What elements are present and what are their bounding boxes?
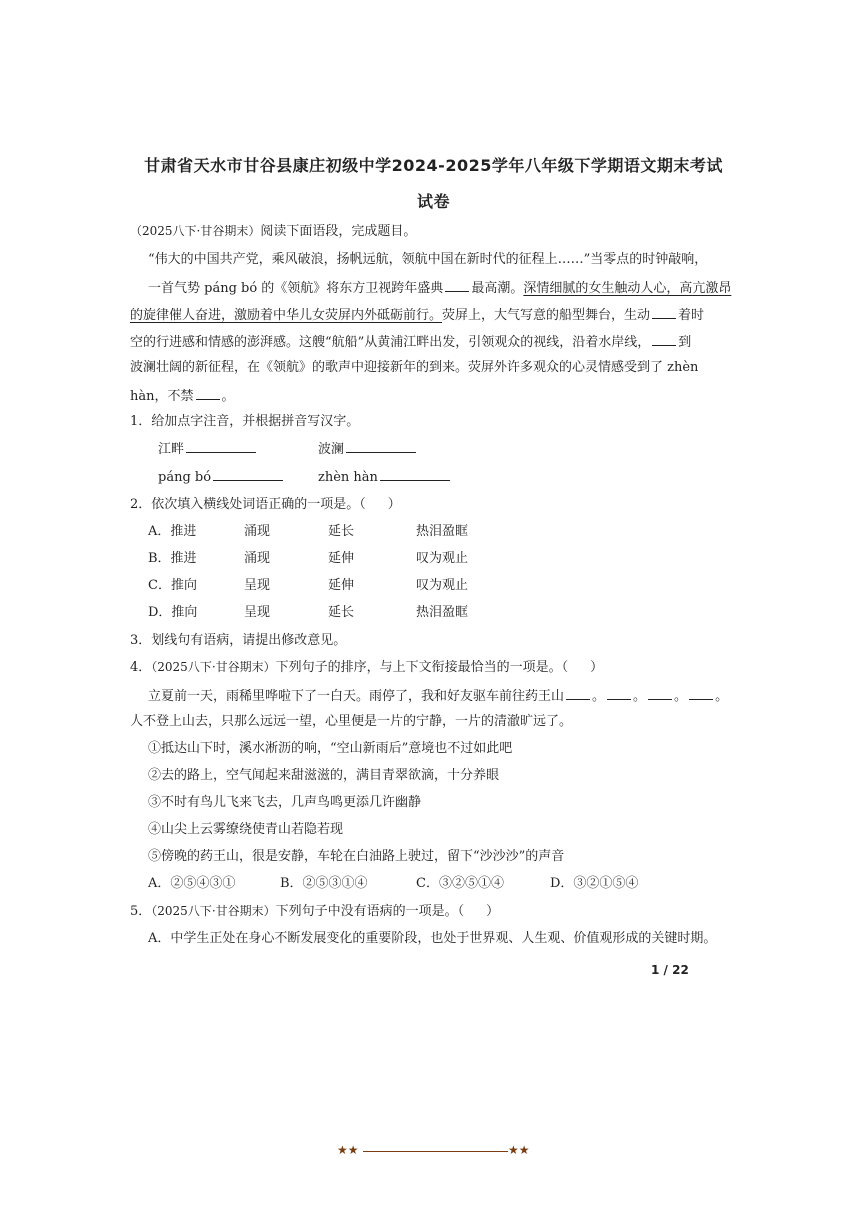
passage-line: 空的行进感和情感的澎湃感。这艘“航船”从黄浦江畔出发，引领观众的视线，沿着水岸线， 到: [130, 335, 692, 350]
page-number: 1 / 22: [651, 963, 689, 977]
underlined-sentence: 的旋律催人奋进，激励着中华儿女荧屏内外砥砺前行。: [130, 308, 443, 323]
footer-rule: [363, 1151, 508, 1152]
exam-title: 甘肃省天水市甘谷县康庄初级中学2024-2025学年八年级下学期语文期末考试: [144, 156, 723, 175]
question-4-options: [148, 877, 638, 890]
question-4-stem: 4．（2025八下·甘谷期末）下列句子的排序，与上下文衔接最恰当的一项是。（ ）: [130, 660, 604, 675]
star-icon: ★★: [337, 1143, 359, 1157]
question-source: （2025八下·甘谷期末）: [151, 904, 276, 918]
question-2-stem: 2．依次填入横线处词语正确的一项是。（ ）: [130, 497, 401, 512]
footer-ornament: [337, 1143, 532, 1161]
question-4-option-d[interactable]: D．③②①⑤④: [550, 876, 639, 891]
fill-blank[interactable]: [607, 688, 631, 700]
fill-blank[interactable]: [648, 688, 672, 700]
reading-intro: [130, 225, 416, 238]
fill-blank[interactable]: [196, 388, 220, 400]
question-4-paragraph: 立夏前一天，雨稀里哗啦下了一白天。雨停了，我和好友驱车前往药王山 。 。 。 。: [148, 689, 729, 704]
reading-instruction: 阅读下面语段，完成题目。: [260, 224, 417, 239]
question-4-option-b[interactable]: B．②⑤③①④: [280, 876, 368, 891]
answer-blank[interactable]: [213, 469, 283, 481]
passage-line: “伟大的中国共产党，乘风破浪，扬帆远航，领航中国在新时代的征程上……”当零点的时钟敲响，: [148, 252, 708, 267]
fill-blank[interactable]: [689, 688, 713, 700]
fill-blank[interactable]: [652, 307, 676, 319]
sentence-3: ③不时有鸟儿飞来飞去，几声鸟鸣更添几许幽静: [148, 795, 422, 810]
sentence-2: ②去的路上，空气闻起来甜滋滋的，满目青翠欲滴，十分养眼: [148, 768, 500, 783]
question-4-paragraph: 人不登上山去，只那么远远一望，心里便是一片的宁静，一片的清澈旷远了。: [130, 714, 573, 729]
question-source: （2025八下·甘谷期末）: [151, 660, 276, 674]
sentence-5: ⑤傍晚的药王山，很是安静，车轮在白油路上驶过，留下“沙沙沙”的声音: [148, 849, 565, 864]
passage-line: 波澜壮阔的新征程，在《领航》的歌声中迎接新年的到来。荧屏外许多观众的心灵情感受到了 zhèn: [130, 360, 699, 375]
passage-line: hàn，不禁 。: [130, 389, 235, 404]
fill-blank[interactable]: [652, 334, 676, 346]
question-1-row: 江畔 波澜: [158, 441, 418, 456]
question-source: （2025八下·甘谷期末）: [130, 224, 261, 238]
question-2-option-a[interactable]: A．推进 涌现 延长 热泪盈眶: [148, 524, 469, 539]
question-5-option-a[interactable]: A．中学生正处在身心不断发展变化的重要阶段，也处于世界观、人生观、价值观形成的关键时期。: [148, 931, 717, 946]
question-2-option-b[interactable]: B．推进 涌现 延伸 叹为观止: [148, 551, 469, 566]
exam-title-continued: 试卷: [416, 192, 450, 211]
sentence-1: ①抵达山下时，溪水淅沥的响，“空山新雨后”意境也不过如此吧: [148, 741, 513, 756]
question-5-stem: 5．（2025八下·甘谷期末）下列句子中没有语病的一项是。（ ）: [130, 904, 500, 919]
answer-blank[interactable]: [380, 469, 450, 481]
underlined-sentence: 深情细腻的女生触动人心，高亢激昂: [523, 281, 732, 296]
question-4-option-a[interactable]: A．②⑤④③①: [148, 876, 236, 891]
question-1-row: páng bó zhèn hàn: [158, 469, 452, 484]
passage-line: 的旋律催人奋进，激励着中华儿女荧屏内外砥砺前行。荧屏上，大气写意的船型舞台，生动 着时: [130, 308, 705, 323]
question-2-option-c[interactable]: C．推向 呈现 延伸 叹为观止: [148, 578, 469, 593]
question-4-option-c[interactable]: C．③②⑤①④: [416, 876, 504, 891]
answer-blank[interactable]: [346, 441, 416, 453]
question-3-stem: 3．划线句有语病，请提出修改意见。: [130, 633, 347, 648]
question-1-stem: 1．给加点字注音，并根据拼音写汉字。: [130, 414, 360, 429]
fill-blank[interactable]: [445, 280, 469, 292]
fill-blank[interactable]: [566, 688, 590, 700]
answer-blank[interactable]: [186, 441, 256, 453]
star-icon: ★★: [508, 1143, 530, 1157]
sentence-4: ④山尖上云雾缭绕使青山若隐若现: [148, 822, 344, 837]
question-2-option-d[interactable]: D．推向 呈现 延长 热泪盈眶: [148, 605, 469, 620]
passage-line: 一首气势 páng bó 的《领航》将东方卫视跨年盛典 最高潮。深情细腻的女生触动人心，高亢激昂: [148, 281, 732, 296]
